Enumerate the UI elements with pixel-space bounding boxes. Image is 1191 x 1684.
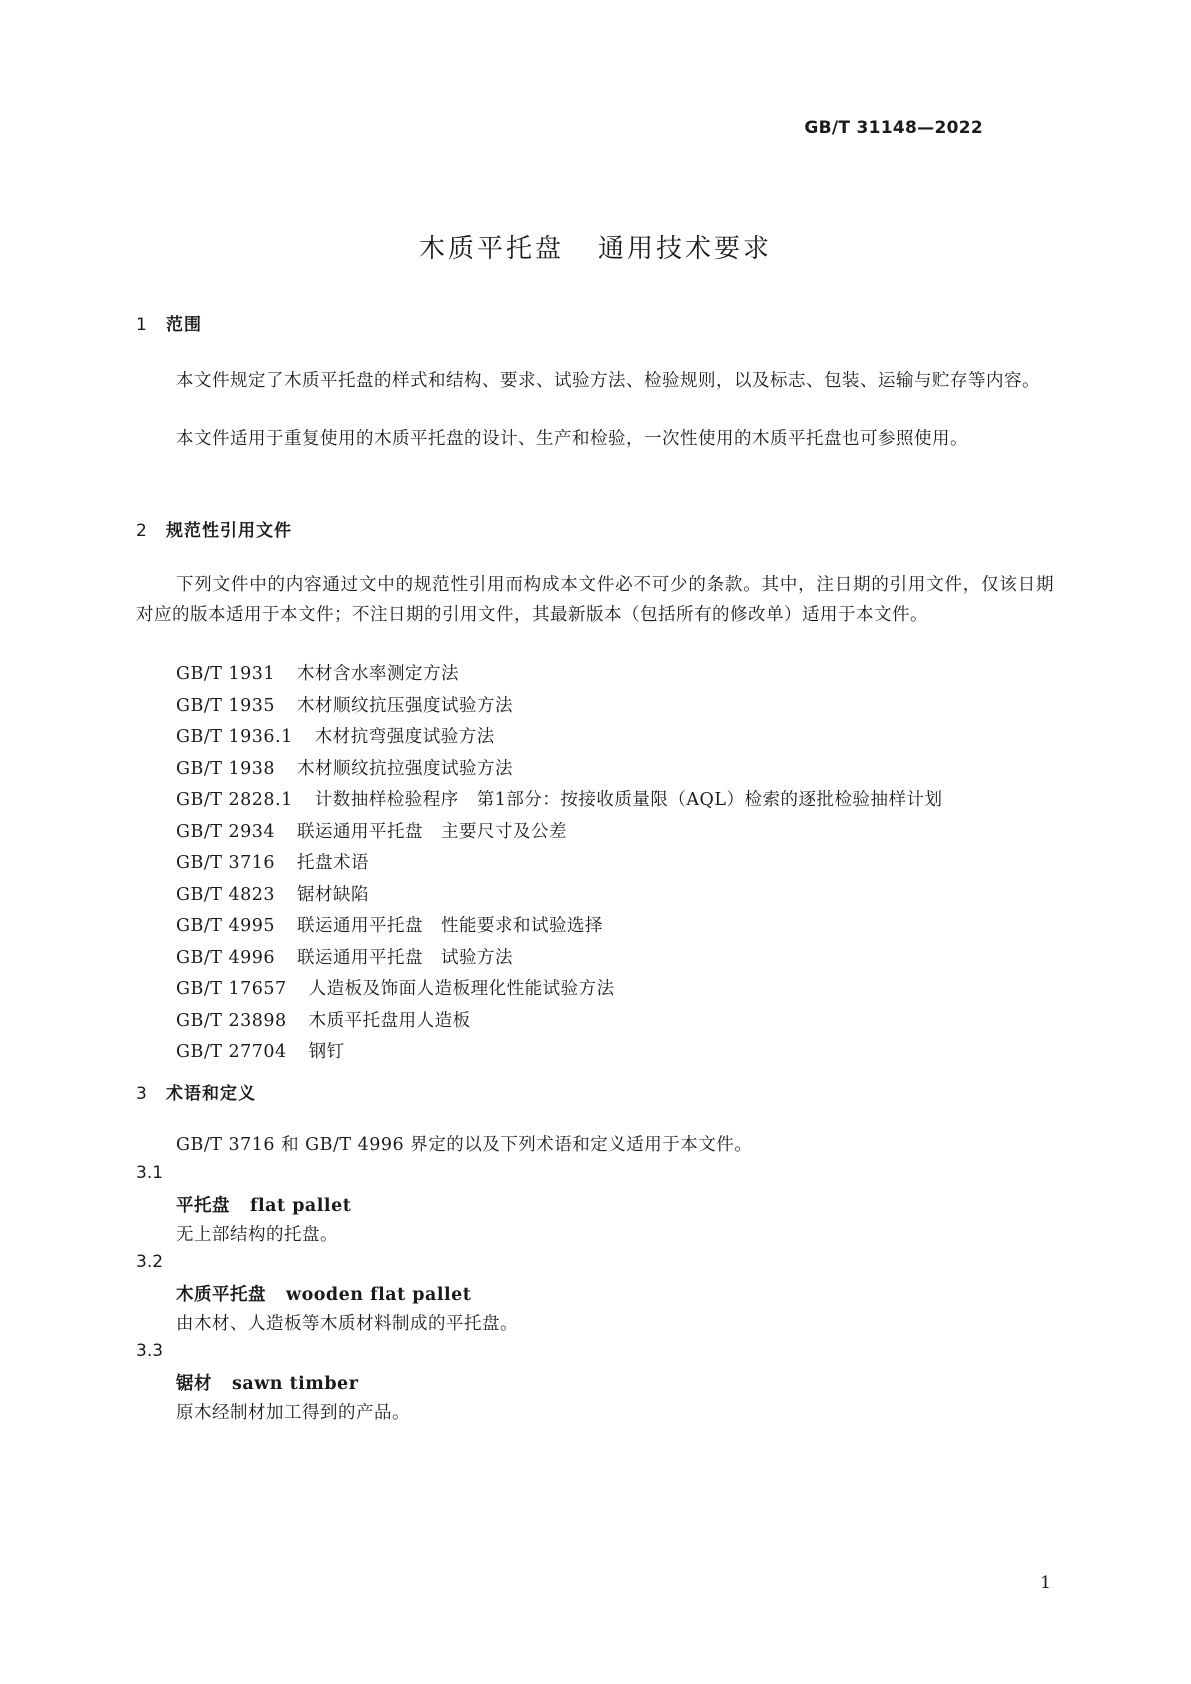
term-chinese: 锯材: [176, 1374, 212, 1394]
reference-title: 计数抽样检验程序 第1部分：按接收质量限（AQL）检索的逐批检验抽样计划: [314, 790, 943, 810]
reference-code: GB/T 4996: [176, 947, 276, 968]
reference-item: [176, 911, 942, 943]
term-number: 3.2: [136, 1252, 164, 1272]
term-chinese: 木质平托盘: [176, 1285, 266, 1305]
term-definition: 由木材、人造板等木质材料制成的平托盘。: [176, 1314, 518, 1334]
section-number: 3: [136, 1084, 148, 1104]
reference-code: GB/T 2934: [176, 821, 276, 842]
title-part-2: 通用技术要求: [598, 234, 773, 264]
section-number: 2: [136, 521, 148, 541]
reference-code: GB/T 4823: [176, 884, 276, 905]
reference-title: 木材顺纹抗压强度试验方法: [297, 695, 514, 716]
reference-title: 人造板及饰面人造板理化性能试验方法: [308, 979, 615, 999]
reference-title: 木材抗弯强度试验方法: [314, 727, 495, 747]
reference-item: [176, 659, 942, 691]
reference-code: GB/T 1935: [176, 695, 276, 716]
term-chinese: 平托盘: [176, 1196, 230, 1216]
reference-code: GB/T 1938: [176, 758, 276, 779]
reference-title: 钢钉: [308, 1042, 345, 1062]
reference-code: GB/T 2828.1: [176, 790, 293, 810]
document-title: [0, 228, 1191, 265]
term-name: [176, 1370, 358, 1395]
reference-title: 木质平托盘用人造板: [308, 1010, 471, 1031]
section-1-heading: [136, 310, 202, 335]
scope-paragraph-2: 本文件适用于重复使用的木质平托盘的设计、生产和检验，一次性使用的木质平托盘也可参照使用。: [176, 429, 968, 449]
section-3-heading: [136, 1079, 256, 1104]
reference-code: GB/T 1936.1: [176, 727, 293, 747]
reference-code: GB/T 4995: [176, 916, 276, 936]
section-title: 术语和定义: [166, 1084, 256, 1104]
page-number: 1: [1040, 1573, 1051, 1593]
section-title: 规范性引用文件: [166, 521, 292, 541]
term-definition: 原木经制材加工得到的产品。: [176, 1403, 410, 1423]
term-number: 3.1: [136, 1163, 164, 1183]
reference-item: [176, 974, 942, 1006]
reference-title: 木材顺纹抗拉强度试验方法: [297, 758, 514, 779]
term-number: 3.3: [136, 1341, 164, 1361]
reference-code: GB/T 3716: [176, 853, 276, 873]
reference-code: GB/T 27704: [176, 1042, 287, 1062]
reference-item: [176, 880, 942, 912]
reference-list: [176, 659, 942, 1069]
reference-item: [176, 754, 942, 786]
reference-title: 联运通用平托盘 性能要求和试验选择: [297, 916, 604, 936]
reference-code: GB/T 1931: [176, 664, 276, 684]
reference-title: 联运通用平托盘 主要尺寸及公差: [297, 821, 568, 842]
reference-item: [176, 943, 942, 975]
term-english: wooden flat pallet: [286, 1285, 472, 1305]
term-name: [176, 1281, 471, 1306]
section-title: 范围: [166, 315, 202, 335]
normative-intro: 下列文件中的内容通过文中的规范性引用而构成本文件必不可少的条款。其中，注日期的引用文件，仅该日期对应的版本适用于本文件；不注日期的引用文件，其最新版本（包括所有的修改单）适用于本文件。: [136, 575, 1054, 625]
terms-intro: GB/T 3716 和 GB/T 4996 界定的以及下列术语和定义适用于本文件。: [176, 1135, 753, 1155]
term-english: sawn timber: [232, 1374, 359, 1394]
reference-code: GB/T 17657: [176, 979, 287, 999]
reference-item: [176, 1006, 942, 1038]
reference-item: [176, 848, 942, 880]
reference-item: [176, 691, 942, 723]
reference-title: 木材含水率测定方法: [297, 664, 460, 684]
section-number: 1: [136, 315, 148, 335]
term-english: flat pallet: [250, 1196, 352, 1216]
standard-code: GB/T 31148—2022: [804, 118, 983, 138]
reference-item: [176, 1037, 942, 1069]
scope-paragraph-1: 本文件规定了木质平托盘的样式和结构、要求、试验方法、检验规则，以及标志、包装、运输与贮存等内容。: [176, 371, 1040, 391]
reference-title: 锯材缺陷: [297, 884, 370, 905]
reference-item: [176, 722, 942, 754]
section-2-heading: [136, 516, 292, 541]
title-part-1: 木质平托盘: [418, 234, 564, 264]
reference-item: [176, 785, 942, 817]
reference-code: GB/T 23898: [176, 1010, 287, 1031]
reference-title: 托盘术语: [297, 853, 370, 873]
term-definition: 无上部结构的托盘。: [176, 1225, 338, 1245]
reference-item: [176, 817, 942, 849]
term-name: [176, 1192, 351, 1217]
reference-title: 联运通用平托盘 试验方法: [297, 947, 514, 968]
